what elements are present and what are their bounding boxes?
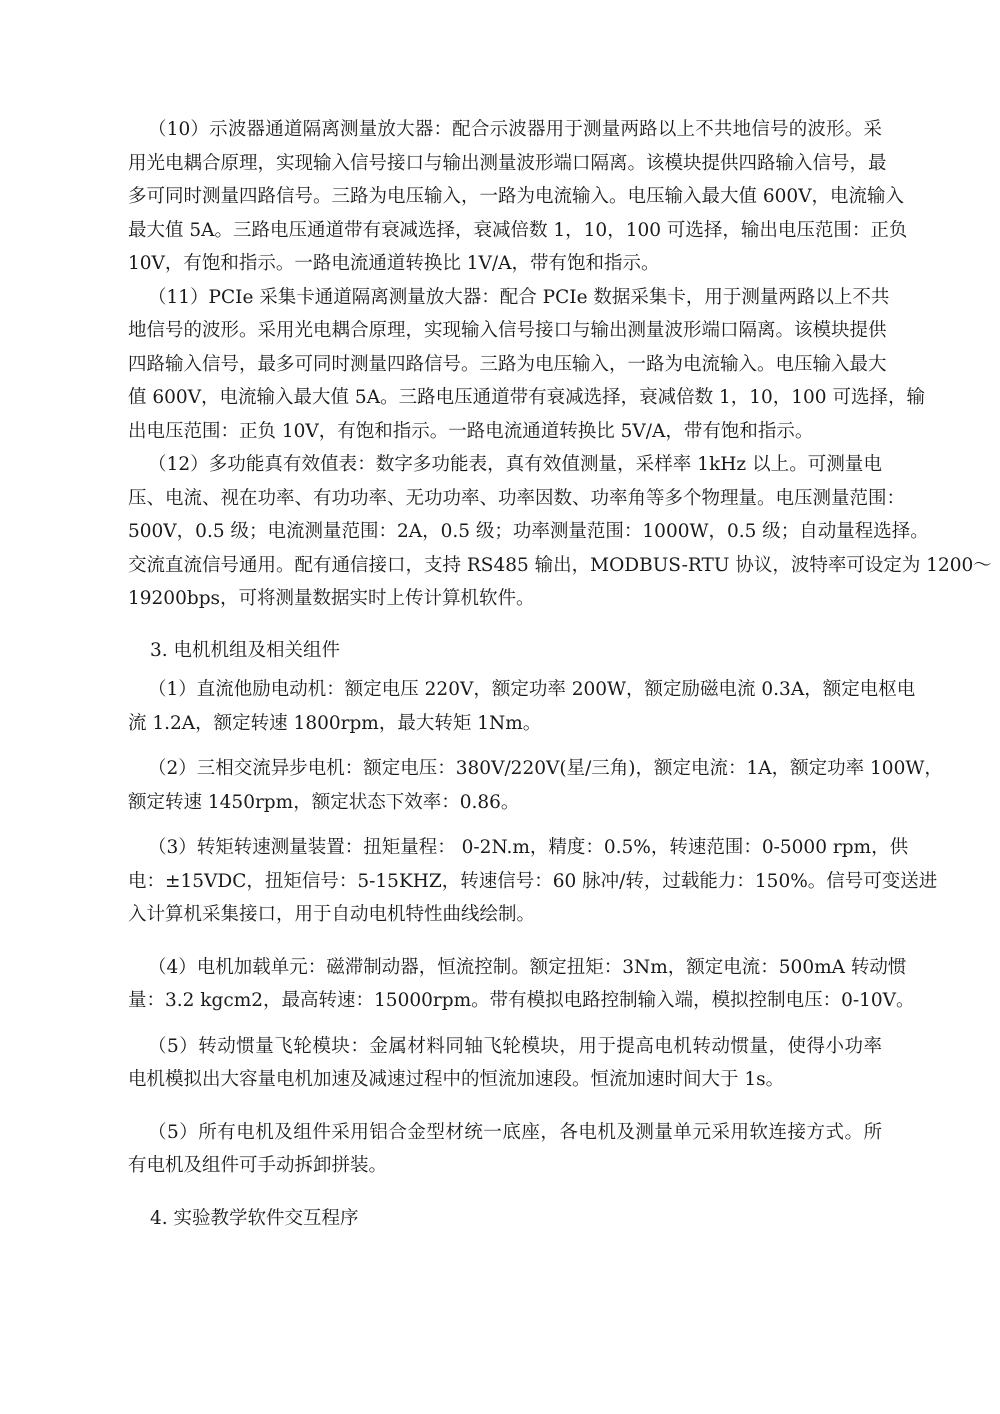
paragraph-s3 [128,831,938,932]
paragraph-p10 [128,113,908,281]
text-line: 入计算机采集接口，用于自动电机特性曲线绘制。 [128,904,536,925]
text-line: 10V，有饱和指示。一路电流通道转换比 1V/A，带有饱和指示。 [128,253,660,274]
text-line: 电：±15VDC，扭矩信号：5-15KHZ，转速信号：60 脉冲/转，过载能力：150%。信号可变送进 [128,870,938,892]
paragraph-s5 [128,1030,882,1097]
text-line: 压、电流、视在功率、有功功率、无功功率、功率因数、功率角等多个物理量。电压测量范围： [128,487,906,509]
text-line: 四路输入信号，最多可同时测量四路信号。三路为电压输入，一路为电流输入。电压输入最大 [128,353,887,375]
paragraph-p11 [128,281,925,449]
paragraph-p12 [128,448,992,616]
upper-paragraphs [128,113,992,616]
text-line: （4）电机加载单元：磁滞制动器，恒流控制。额定扭矩：3Nm，额定电流：500mA 转动惯 [148,956,907,978]
text-line: 值 600V，电流输入最大值 5A。三路电压通道带有衰减选择，衰减倍数 1，10，100 可选择，输 [128,387,925,408]
paragraph-s1 [128,673,916,740]
text-line: （2）三相交流异步电机：额定电压：380V/220V(星/三角)，额定电流：1A，额定功率 100W， [148,758,943,779]
text-line: （11）PCIe 采集卡通道隔离测量放大器：配合 PCIe 数据采集卡，用于测量两路以上不共 [148,286,890,308]
paragraph-s4 [128,951,915,1018]
text-line: 流 1.2A，额定转速 1800rpm，最大转矩 1Nm。 [128,712,542,734]
text-line: （5）所有电机及组件采用铝合金型材统一底座，各电机及测量单元采用软连接方式。所 [148,1121,882,1143]
text-line: （5）转动惯量飞轮模块：金属材料同轴飞轮模块，用于提高电机转动惯量，使得小功率 [148,1035,882,1057]
text-line: （3）转矩转速测量装置：扭矩量程： 0-2N.m，精度：0.5%，转速范围：0-5000 rpm，供 [148,837,909,858]
section-3-paragraphs [128,673,943,1183]
text-line: （1）直流他励电动机：额定电压 220V，额定功率 200W，额定励磁电流 0.3A，额定电枢电 [148,679,916,700]
text-line: （10）示波器通道隔离测量放大器：配合示波器用于测量两路以上不共地信号的波形。采 [148,119,882,140]
text-line: 最大值 5A。三路电压通道带有衰减选择，衰减倍数 1，10，100 可选择，输出电压范围：正负 [128,219,908,241]
text-line: 多可同时测量四路信号。三路为电压输入，一路为电流输入。电压输入最大值 600V，电流输入 [128,186,905,207]
text-line: 有电机及组件可手动拆卸拼装。 [128,1155,388,1176]
text-line: 19200bps，可将测量数据实时上传计算机软件。 [128,588,535,609]
text-line: 量：3.2 kgcm2，最高转速：15000rpm。带有模拟电路控制输入端，模拟控制电压：0-10V。 [128,990,915,1011]
text-line: （12）多功能真有效值表：数字多功能表，真有效值测量，采样率 1kHz 以上。可测量电 [148,454,882,475]
text-line: 交流直流信号通用。配有通信接口，支持 RS485 输出，MODBUS-RTU 协议，波特率可设定为 1200～ [128,554,992,576]
text-line: 额定转速 1450rpm，额定状态下效率：0.86。 [128,791,520,813]
text-line: 500V，0.5 级；电流测量范围：2A，0.5 级；功率测量范围：1000W，0.5 级；自动量程选择。 [128,521,929,542]
text-line: 地信号的波形。采用光电耦合原理，实现输入信号接口与输出测量波形端口隔离。该模块提供 [128,320,887,341]
paragraph-s2 [128,752,943,819]
text-line: 电机模拟出大容量电机加速及减速过程中的恒流加速段。恒流加速时间大于 1s。 [128,1069,785,1090]
text-line: 用光电耦合原理，实现输入信号接口与输出测量波形端口隔离。该模块提供四路输入信号，最 [128,152,887,174]
section-4-heading: 4. 实验教学软件交互程序 [150,1207,359,1229]
document-page [128,113,992,1235]
text-line: 出电压范围：正负 10V，有饱和指示。一路电流通道转换比 5V/A，带有饱和指示。 [128,420,814,442]
section-3-heading: 3. 电机机组及相关组件 [150,639,341,661]
paragraph-s6 [128,1116,882,1183]
